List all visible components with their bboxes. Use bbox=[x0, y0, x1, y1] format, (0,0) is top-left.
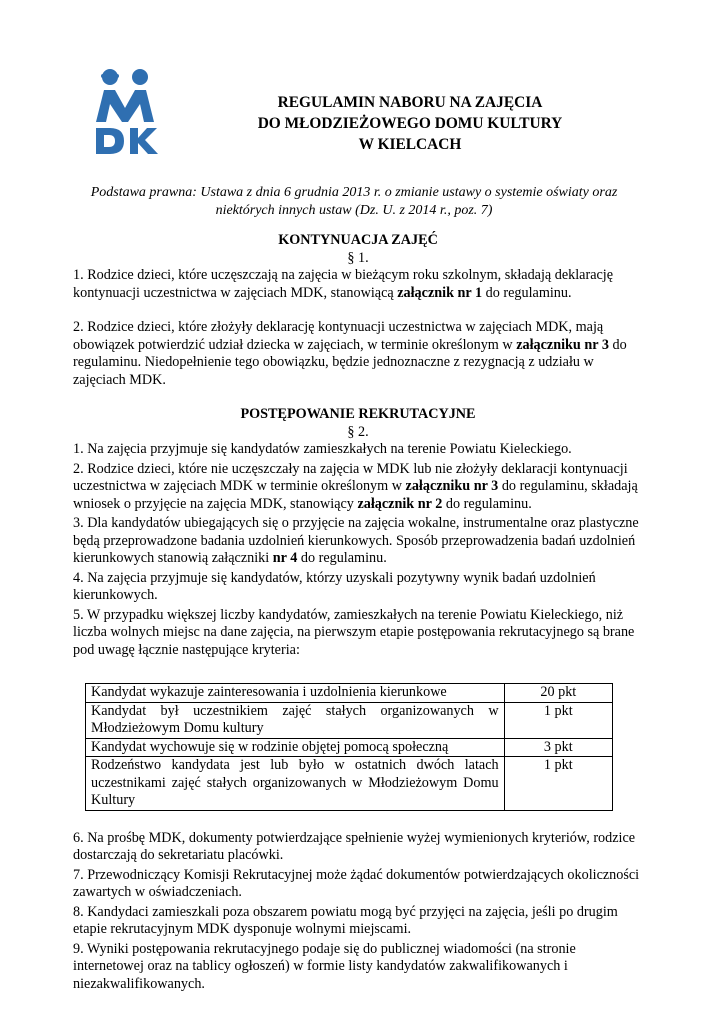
section-1-paragraph-1 bbox=[73, 267, 643, 302]
title-line-3: W KIELCACH bbox=[358, 136, 462, 153]
title-line-1: REGULAMIN NABORU NA ZAJĘCIA bbox=[277, 94, 543, 111]
section-1-heading: KONTYNUACJA ZAJĘĆ bbox=[278, 232, 438, 248]
criterion-text: Kandydat był uczestnikiem zajęć stałych organizowanych w Młodzieżowym Domu kultury bbox=[86, 702, 505, 738]
bold-run: załącznik nr 2 bbox=[357, 495, 443, 512]
table-row bbox=[86, 702, 613, 738]
section-1-paragraph-2 bbox=[73, 319, 643, 389]
section-2-paragraph-4: 4. Na zajęcia przyjmuje się kandydatów, którzy uzyskali pozytywny wynik badań uzdolnień kierunkowych. bbox=[73, 569, 596, 603]
section-2-paragraph-5: 5. W przypadku większej liczby kandydatów, zamieszkałych na terenie Powiatu Kieleckiego, niż liczba wolnych miejsc na dane zajęcia, na pierwszym etapie postępowania rekrutacyjnego są brane pod uwagę łącznie następujące kryteria: bbox=[73, 606, 635, 658]
text-run: 2. Rodzice dzieci, które nie uczęszczały na zajęcia w MDK lub nie złożyły deklaracji kontynuacji uczestnictwa w zajęciach MDK w terminie określonym w bbox=[73, 460, 628, 494]
section-2-heading: POSTĘPOWANIE REKRUTACYJNE bbox=[240, 406, 476, 422]
section-2-paragraph-9: 9. Wyniki postępowania rekrutacyjnego podaje się do publicznej wiadomości (na stronie internetowej oraz na tablicy ogłoszeń) w formie listy kandydatów zakwalifikowanych i niezakwalifikowanych. bbox=[73, 940, 576, 992]
criterion-points: 1 pkt bbox=[504, 702, 612, 738]
bold-run: załączniku nr 3 bbox=[405, 478, 499, 494]
section-2-paragraph-6: 6. Na prośbę MDK, dokumenty potwierdzające spełnienie wyżej wymienionych kryteriów, rodzice dostarczają do sekretariatu placówki. bbox=[73, 829, 636, 863]
text-run: 3. Dla kandydatów ubiegających się o przyjęcie na zajęcia wokalne, instrumentalne oraz plastyczne będą przeprowadzone badania uzdolnień kierunkowych. Sposób przeprowadzenia badań uzdolnień kierunkowych stanowią załączniki bbox=[73, 515, 639, 566]
criteria-table bbox=[85, 683, 613, 811]
text-run: do regulaminu. bbox=[297, 550, 387, 566]
legal-basis-line-1: Podstawa prawna: Ustawa z dnia 6 grudnia 2013 r. o zmianie ustawy o systemie oświaty oraz bbox=[90, 185, 618, 200]
document-body bbox=[73, 232, 643, 993]
text-run: 1. Rodzice dzieci, które uczęszczają na zajęcia w bieżącym roku szkolnym, składają deklarację kontynuacji uczestnictwa w zajęciach MDK, stanowiącą bbox=[73, 267, 614, 301]
legal-basis-line-2: niektórych innych ustaw (Dz. U. z 2014 r., poz. 7) bbox=[215, 202, 493, 218]
criterion-text: Rodzeństwo kandydata jest lub było w ostatnich dwóch latach uczestnikami zajęć stałych organizowanych w Młodzieżowym Domu Kultury bbox=[86, 757, 505, 811]
text-run: do regulaminu. bbox=[442, 495, 532, 512]
criterion-points: 20 pkt bbox=[504, 684, 612, 703]
criterion-text: Kandydat wykazuje zainteresowania i uzdolnienia kierunkowe bbox=[86, 684, 505, 703]
legal-basis bbox=[70, 184, 638, 219]
table-row bbox=[86, 684, 613, 703]
bold-run: załączniku nr 3 bbox=[516, 336, 609, 353]
section-2-paragraph-8: 8. Kandydaci zamieszkali poza obszarem powiatu mogą być przyjęci na zajęcia, jeśli po drugim etapie rekrutacyjnym MDK dysponuje wolnymi miejscami. bbox=[73, 903, 618, 937]
text-run: do regulaminu. Niedopełnienie tego obowiązku, będzie jednoznaczne z rezygnacją z udziału w zajęciach MDK. bbox=[73, 336, 627, 388]
criterion-text: Kandydat wychowuje się w rodzinie objętej pomocą społeczną bbox=[86, 738, 505, 757]
section-2-number: § 2. bbox=[347, 423, 369, 440]
text-run: 2. Rodzice dzieci, które złożyły deklarację kontynuacji uczestnictwa w zajęciach MDK, mają obowiązek potwierdzić udział dziecka w zajęciach, w terminie określonym w bbox=[73, 319, 604, 353]
bold-run: załącznik nr 1 bbox=[397, 284, 483, 301]
text-run: do regulaminu. bbox=[482, 284, 572, 301]
section-2-paragraph-1: 1. Na zajęcia przyjmuje się kandydatów zamieszkałych na terenie Powiatu Kieleckiego. bbox=[73, 441, 572, 457]
criterion-points: 3 pkt bbox=[504, 738, 612, 757]
section-1-number: § 1. bbox=[347, 249, 369, 266]
criterion-points: 1 pkt bbox=[504, 757, 612, 811]
text-run: do regulaminu, składają wniosek o przyjęcie na zajęcia MDK, stanowiący bbox=[73, 478, 638, 512]
bold-run: nr 4 bbox=[272, 550, 298, 566]
table-row bbox=[86, 757, 613, 811]
table-row bbox=[86, 738, 613, 757]
section-2-paragraph-2 bbox=[73, 461, 643, 514]
section-2-paragraph-3 bbox=[73, 515, 643, 568]
document-title bbox=[210, 92, 610, 155]
section-2-paragraph-7: 7. Przewodniczący Komisji Rekrutacyjnej może żądać dokumentów potwierdzających okoliczności zawartych w oświadczeniach. bbox=[73, 866, 640, 900]
title-line-2: DO MŁODZIEŻOWEGO DOMU KULTURY bbox=[257, 115, 563, 132]
mdk-logo bbox=[88, 68, 164, 156]
